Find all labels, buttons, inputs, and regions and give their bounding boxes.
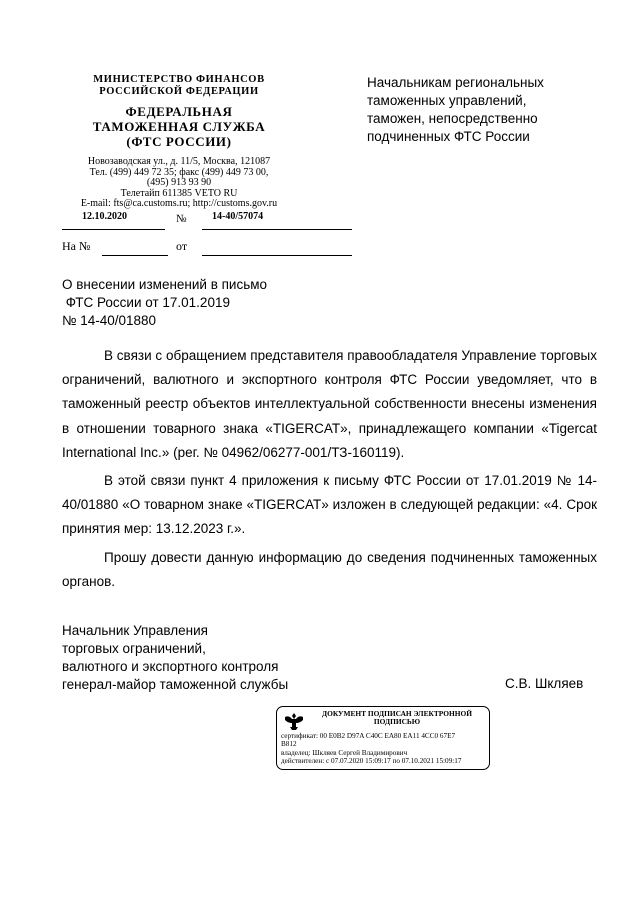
addressee-line: таможен, непосредственно: [367, 111, 538, 126]
signer-line: валютного и экспортного контроля: [62, 659, 279, 674]
letter-subject: [62, 276, 322, 330]
signer-line: генерал-майор таможенной службы: [62, 677, 289, 692]
signer-line: торговых ограничений,: [62, 641, 206, 656]
certificate-number-cont: B812: [281, 740, 297, 749]
contact-block: [56, 157, 302, 210]
certificate-owner: владелец: Шкляев Сергей Владимирович: [281, 748, 408, 757]
ref-date-blank: [202, 255, 352, 256]
service-name: [56, 104, 302, 149]
letter-number: 14-40/57074: [212, 211, 264, 222]
signer-title: [62, 622, 322, 694]
signer-name: С.В. Шкляев: [505, 676, 584, 691]
subject-line: О внесении изменений в письмо: [62, 277, 268, 292]
service-line: ТАМОЖЕННАЯ СЛУЖБА: [92, 119, 266, 134]
phone-line-2: (495) 913 93 90: [146, 177, 212, 188]
number-sign: №: [176, 213, 187, 225]
addressee-line: таможенных управлений,: [367, 93, 527, 108]
number-underline: [202, 229, 352, 230]
subject-line: № 14-40/01880: [62, 313, 157, 328]
e-signature-stamp: [276, 706, 490, 770]
registration-line: [62, 211, 294, 231]
postal-address: Новозаводская ул., д. 11/5, Москва, 121087: [87, 156, 271, 167]
ref-from-label: от: [176, 239, 188, 253]
body-paragraph: В этой связи пункт 4 приложения к письму ФТС России от 17.01.2019 № 14-40/01880 «О товарном знаке «TIGERCAT» изложен в следующей редакции: «4. Срок принятия мер: 13.12.2023 г.».: [62, 473, 597, 537]
service-line: ФЕДЕРАЛЬНАЯ: [125, 104, 233, 119]
reference-line: [62, 239, 294, 259]
certificate-validity: действителен: с 07.07.2020 15:09:17 по 07.10.2021 15:09:17: [281, 757, 462, 766]
addressee-line: Начальникам региональных: [367, 75, 544, 90]
ref-number-blank: [102, 255, 168, 256]
letter-body: [62, 344, 597, 598]
body-paragraph: В связи с обращением представителя правообладателя Управление торговых ограничений, валютного и экспортного контроля ФТС России уведомляет, что в таможенный реестр объектов интеллектуальной собственности внесены изменения в отношении товарного знака «TIGERCAT», принадлежащего компании «Tigercat International Inc.» (рег. № 04962/06277-001/ТЗ-160119).: [62, 348, 597, 460]
service-line: (ФТС РОССИИ): [126, 134, 232, 149]
subject-line: ФТС России от 17.01.2019: [62, 295, 230, 310]
ministry-name: МИНИСТЕРСТВО ФИНАНСОВ РОССИЙСКОЙ ФЕДЕРАЦИИ: [93, 74, 265, 97]
date-underline: [62, 229, 165, 230]
stamp-title: [309, 710, 485, 726]
ref-number-label: На №: [62, 239, 91, 253]
certificate-number: сертификат: 00 E0B2 D97A C40C EA80 EA11 4CC0 67E7: [281, 732, 456, 740]
body-paragraph: Прошу довести данную информацию до сведения подчиненных таможенных органов.: [62, 549, 597, 589]
addressee: [367, 74, 597, 146]
letterhead: [56, 74, 302, 210]
phone-line: Тел. (499) 449 72 35; факс (499) 449 73 00,: [89, 166, 269, 178]
telex-line: Телетайп 611385 VETO RU: [120, 187, 238, 199]
email-line: E-mail: fts@ca.customs.ru; http://customs.gov.ru: [80, 198, 278, 209]
addressee-line: подчиненных ФТС России: [367, 129, 530, 144]
stamp-title-line: ДОКУМЕНТ ПОДПИСАН ЭЛЕКТРОННОЙ: [322, 709, 472, 718]
letter-date: 12.10.2020: [82, 211, 127, 222]
eagle-emblem-icon: [283, 711, 305, 731]
signer-line: Начальник Управления: [62, 623, 208, 638]
stamp-title-line: ПОДПИСЬЮ: [373, 717, 421, 727]
certificate-info: [281, 732, 487, 766]
